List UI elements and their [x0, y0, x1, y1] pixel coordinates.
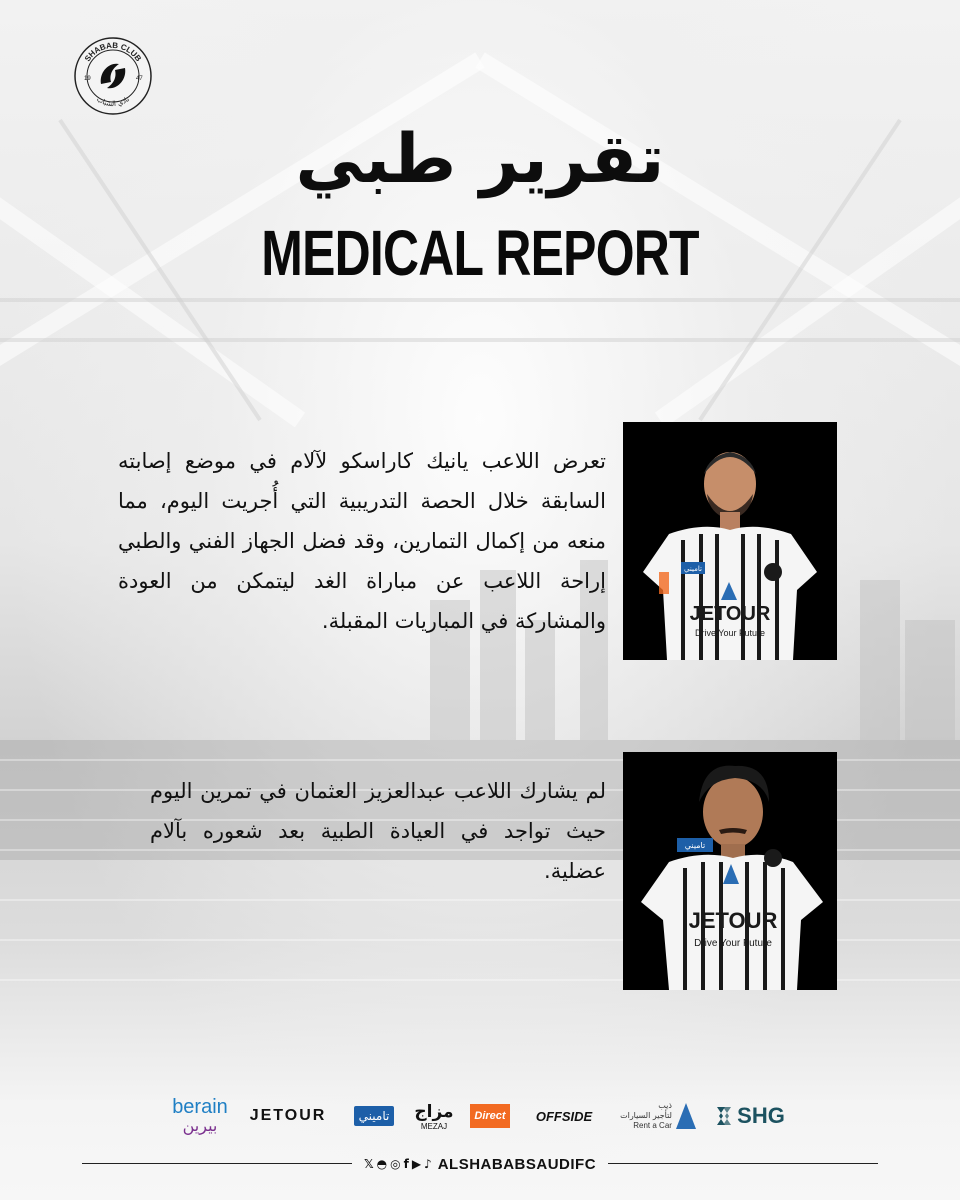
social-bar — [82, 1152, 878, 1176]
sponsor-berain-en: berain — [172, 1096, 228, 1118]
divider-right — [608, 1163, 878, 1164]
social-links — [358, 1152, 602, 1176]
sponsor-shg[interactable] — [706, 1092, 794, 1140]
player-photo-carrasco — [623, 422, 837, 660]
x-icon[interactable]: 𝕏 — [363, 1157, 374, 1171]
sponsor-theeb-sub-en: Rent a Car — [633, 1121, 672, 1130]
sponsor-tameeni[interactable] — [344, 1092, 404, 1140]
shirt-badge-text: تاميني — [684, 565, 702, 573]
sponsor-berain[interactable] — [164, 1092, 236, 1140]
page-title-arabic: تقرير طبي — [295, 120, 665, 199]
sponsor-theeb-ar: ذيب — [658, 1101, 672, 1110]
page-title-english: MEDICAL REPORT — [261, 217, 699, 289]
shirt-slogan-text: Drive Your Future — [694, 938, 772, 949]
shirt-slogan-text: Drive Your Future — [694, 628, 766, 638]
sponsor-theeb[interactable] — [616, 1092, 700, 1140]
facebook-icon[interactable]: f — [403, 1157, 409, 1171]
report-text-carrasco: تعرض اللاعب يانيك كاراسكو لآلام في موضع إصابته السابقة خلال الحصة التدريبية التي أُجريت اليوم، مما منعه من إكمال التمارين، وقد فضل الجهاز الفني والطبي إراحة اللاعب عن مباراة الغد ليتمكن من العودة والمشاركة في المباريات المقبلة. — [118, 449, 606, 633]
youtube-icon[interactable]: ▶ — [411, 1157, 422, 1171]
shirt-badge-text: تاميني — [684, 841, 706, 850]
shirt-sponsor-text: JETOUR — [688, 908, 778, 933]
tiktok-icon[interactable]: ♪ — [424, 1157, 432, 1171]
sponsor-shg-label: SHG — [737, 1103, 785, 1128]
shg-logo-icon — [715, 1105, 733, 1127]
sponsor-direct-label: Direct — [470, 1104, 509, 1128]
sponsor-mezaj[interactable] — [408, 1092, 460, 1140]
snapchat-icon[interactable]: ◓ — [376, 1157, 388, 1171]
instagram-icon[interactable]: ◎ — [390, 1157, 401, 1171]
player-photo-alothman — [623, 752, 837, 990]
sponsor-jetour[interactable] — [242, 1092, 334, 1140]
logo-bottom-text: نادي الشباب — [95, 95, 131, 109]
logo-left-digits: 19 — [84, 76, 91, 82]
logo-top-text: SHABAB CLUB — [82, 40, 144, 64]
sponsor-offside-label: OFFSIDE — [535, 1108, 593, 1124]
divider-left — [82, 1163, 352, 1164]
sponsor-tameeni-label: تاميني — [354, 1106, 395, 1126]
sponsor-mezaj-en: MEZAJ — [420, 1121, 448, 1131]
sponsor-jetour-label: JETOUR — [249, 1107, 327, 1124]
shirt-sponsor-text: JETOUR — [689, 603, 771, 625]
report-text-alothman: لم يشارك اللاعب عبدالعزيز العثمان في تمرين اليوم حيث تواجد في العيادة الطبية بعد شعوره بآلام عضلية. — [150, 779, 606, 883]
theeb-logo-icon — [676, 1103, 696, 1129]
club-logo — [73, 36, 153, 116]
sponsor-berain-ar: بيرين — [182, 1116, 218, 1135]
sponsor-direct[interactable] — [468, 1092, 512, 1140]
sponsor-offside[interactable] — [518, 1092, 610, 1140]
sponsor-bar — [160, 1092, 800, 1140]
sponsor-mezaj-ar: مزاج — [414, 1101, 454, 1122]
social-handle[interactable]: ALSHABABSAUDIFC — [437, 1155, 597, 1173]
sponsor-theeb-sub-ar: لتأجير السيارات — [620, 1111, 672, 1120]
logo-right-digits: 47 — [136, 76, 143, 82]
